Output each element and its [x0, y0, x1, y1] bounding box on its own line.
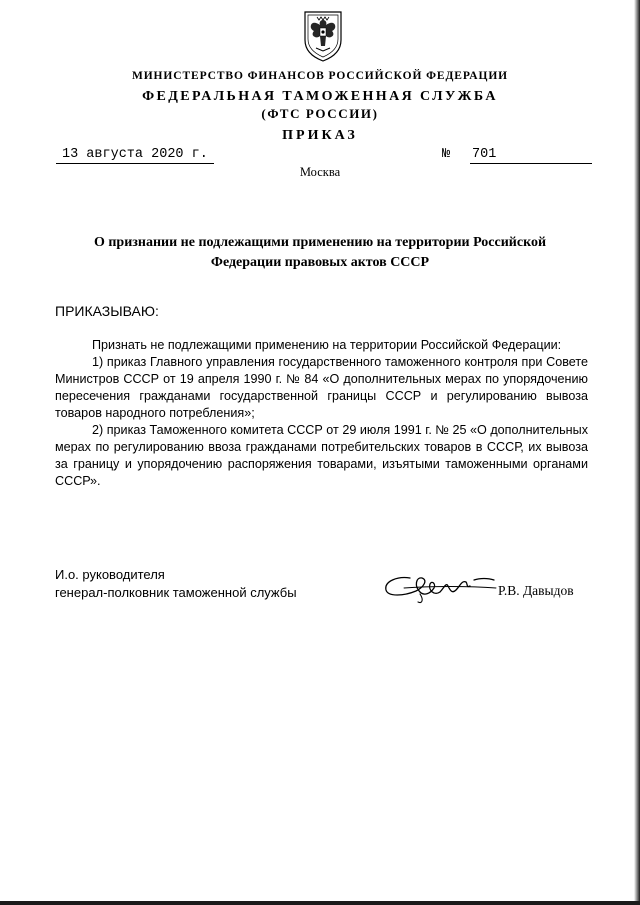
- position-line-2: генерал-полковник таможенной службы: [55, 585, 297, 600]
- city: Москва: [299, 165, 341, 179]
- handwritten-signature: [380, 566, 498, 606]
- order-subject: [0, 233, 640, 273]
- ministry-name: МИНИСТЕРСТВО ФИНАНСОВ РОССИЙСКОЙ ФЕДЕРАЦИИ: [131, 70, 509, 82]
- order-number-label: №: [442, 147, 451, 162]
- signatory-position: [55, 566, 297, 602]
- position-line-1: И.о. руководителя: [55, 567, 165, 582]
- body-paragraph: Признать не подлежащими применению на территории Российской Федерации:: [92, 338, 562, 352]
- order-number: 701: [470, 147, 592, 164]
- order-date: 13 августа 2020 г.: [56, 147, 214, 164]
- subject-line-1: О признании не подлежащими применению на территории Российской: [93, 235, 547, 250]
- subject-line-2: Федерации правовых актов СССР: [210, 255, 430, 270]
- scan-edge-bottom: [0, 901, 640, 905]
- coat-of-arms-icon: [300, 8, 346, 62]
- service-abbreviation: (ФТС РОССИИ): [261, 106, 379, 121]
- signatory-name: Р.В. Давыдов: [498, 583, 574, 598]
- body-paragraph: 2) приказ Таможенного комитета СССР от 29 июля 1991 г. № 25 «О дополнительных мерах по регулированию ввоза гражданами потребительских товаров в СССР, их вывоза за границу и упорядочению распоряжения товарами, изъятыми таможенными органами СССР».: [55, 423, 588, 488]
- document-type: ПРИКАЗ: [282, 128, 358, 143]
- body-paragraph: 1) приказ Главного управления государственного таможенного контроля при Совете Министров СССР от 19 апреля 1990 г. № 84 «О дополнительных мерах по упорядочению пересечения гражданами государственной границы СССР и регулированию вывоза товаров народного потребления»;: [55, 355, 588, 420]
- order-word: ПРИКАЗЫВАЮ:: [55, 303, 159, 319]
- service-name: ФЕДЕРАЛЬНАЯ ТАМОЖЕННАЯ СЛУЖБА: [142, 89, 498, 104]
- order-body: [55, 337, 588, 490]
